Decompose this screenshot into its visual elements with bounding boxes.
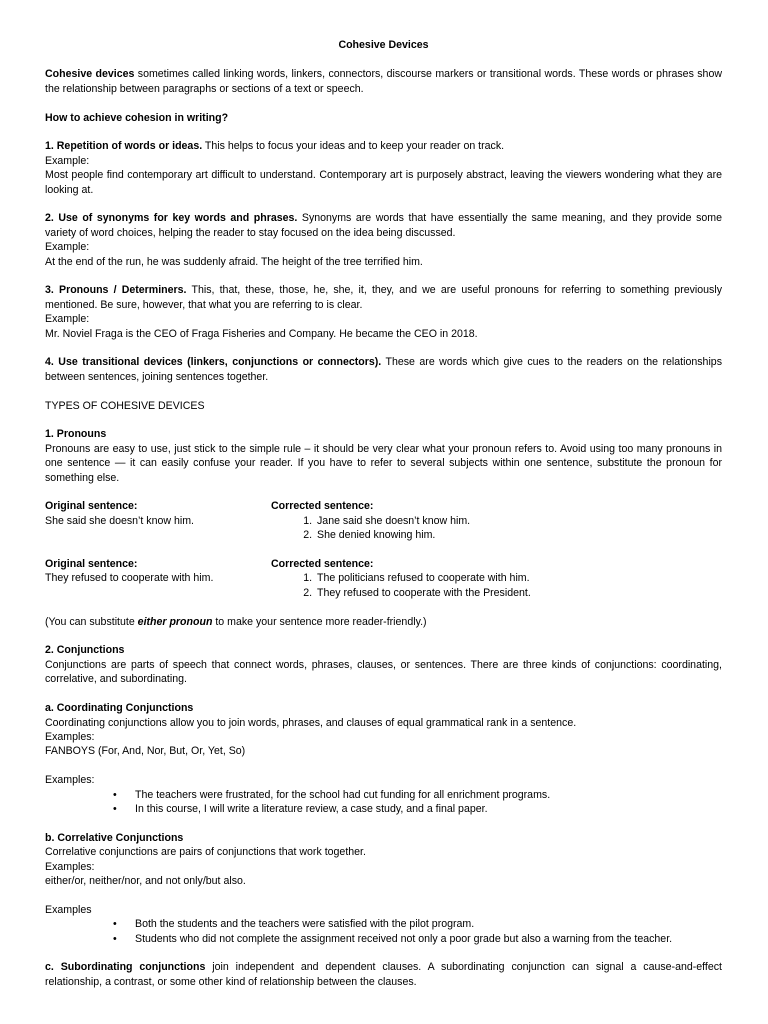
coordinating-text: Coordinating conjunctions allow you to join words, phrases, and clauses of equal grammatical rank in a sentence. [45, 716, 577, 729]
corrected-list [271, 571, 722, 600]
corrected-sentence: 1. The politicians refused to cooperate with him. [315, 571, 722, 585]
conjunctions-text: Conjunctions are parts of speech that connect words, phrases, clauses, or sentences. There are three kinds of conjunctions: coordinating, correlative, and subordinating. [45, 658, 722, 686]
method-3 [45, 283, 722, 341]
example-label: Example: [45, 241, 90, 254]
examples-label: Examples: [45, 774, 95, 787]
method-heading: 1. Repetition of words or ideas. [45, 140, 203, 153]
example-text: At the end of the run, he was suddenly afraid. The height of the tree terrified him. [45, 255, 423, 268]
types-heading: TYPES OF COHESIVE DEVICES [45, 399, 205, 412]
examples-label: Examples: [45, 730, 95, 743]
sentence-pair [45, 499, 722, 542]
method-text: This helps to focus your ideas and to keep your reader on track. [202, 140, 505, 153]
method-text: This, that, these, those, he, she, it, they, and we are useful pronouns for referring to something previously mentioned. Be sure, however, that what you are referring to is clear. [45, 284, 723, 311]
example-text: Most people find contemporary art difficult to understand. Contemporary art is purposely abstract, leaving the viewers wondering what they are looking at. [45, 169, 722, 196]
examples-label: Examples: [45, 860, 95, 873]
pronoun-note: (You can substitute either pronoun to make your sentence more reader-friendly.) [45, 615, 427, 628]
list-item: • The teachers were frustrated, for the school had cut funding for all enrichment programs. [135, 788, 722, 802]
method-1 [45, 139, 722, 197]
conjunctions-heading: 2. Conjunctions [45, 644, 125, 657]
corrected-sentence: 1. Jane said she doesn’t know him. [315, 514, 722, 528]
method-heading: 2. Use of synonyms for key words and phrases. [45, 212, 298, 225]
method-text: Synonyms are words that have essentially the same meaning, and they provide some variety of word choices, helping the reader to stay focused on the idea being discussed. [45, 212, 722, 239]
method-4 [45, 355, 722, 384]
correlative-examples [45, 917, 722, 946]
list-item: • Students who did not complete the assignment received not only a poor grade but also a warning from the teacher. [135, 932, 722, 946]
pronouns-text: Pronouns are easy to use, just stick to the simple rule – it should be very clear what your pronoun refers to. Avoid using too many pronouns in one sentence — it can easily confuse your reader. If you have to refer to several subjects within one sentence, substitute the pronoun for something else. [45, 442, 722, 484]
corrected-sentence: 2. She denied knowing him. [315, 528, 722, 542]
how-heading: How to achieve cohesion in writing? [45, 111, 229, 124]
corrected-list [271, 514, 722, 543]
example-label: Example: [45, 154, 90, 167]
original-sentence: She said she doesn’t know him. [45, 514, 194, 527]
correlative-text: Correlative conjunctions are pairs of conjunctions that work together. [45, 846, 366, 859]
original-label: Original sentence: [45, 558, 138, 571]
subordinating-heading: c. Subordinating conjunctions [45, 961, 206, 974]
subordinating-paragraph [45, 960, 722, 989]
list-item: • Both the students and the teachers were satisfied with the pilot program. [135, 917, 722, 931]
method-heading: 3. Pronouns / Determiners. [45, 284, 187, 297]
examples-label: Examples [45, 903, 92, 916]
intro-text: sometimes called linking words, linkers, connectors, discourse markers or transitional words. These words or phrases show the relationship between paragraphs or sections of a text or speech. [45, 68, 722, 95]
example-text: Mr. Noviel Fraga is the CEO of Fraga Fisheries and Company. He became the CEO in 2018. [45, 327, 478, 340]
corrected-label: Corrected sentence: [271, 558, 374, 571]
example-label: Example: [45, 313, 90, 326]
method-heading: 4. Use transitional devices (linkers, conjunctions or connectors). [45, 356, 382, 369]
original-label: Original sentence: [45, 500, 138, 513]
coordinating-examples [45, 788, 722, 817]
method-text: These are words which give cues to the readers on the relationships between sentences, joining sentences together. [45, 356, 722, 383]
note-emphasis: either pronoun [137, 615, 213, 628]
sentence-pair [45, 557, 722, 600]
intro-term: Cohesive devices [45, 68, 135, 81]
page-title: Cohesive Devices [338, 39, 429, 51]
corrected-label: Corrected sentence: [271, 500, 374, 513]
list-item: • In this course, I will write a literature review, a case study, and a final paper. [135, 802, 722, 816]
pronouns-heading: 1. Pronouns [45, 428, 107, 441]
coordinating-heading: a. Coordinating Conjunctions [45, 702, 194, 715]
method-2 [45, 211, 722, 269]
correlative-list: either/or, neither/nor, and not only/but also. [45, 874, 246, 887]
subordinating-text: join independent and dependent clauses. A subordinating conjunction can signal a cause-and-effect relationship, a contrast, or some other kind of relationship between the clauses. [45, 961, 722, 988]
fanboys-list: FANBOYS (For, And, Nor, But, Or, Yet, So) [45, 745, 246, 758]
intro-paragraph [45, 67, 722, 96]
corrected-sentence: 2. They refused to cooperate with the President. [315, 586, 722, 600]
correlative-heading: b. Correlative Conjunctions [45, 831, 184, 844]
original-sentence: They refused to cooperate with him. [45, 572, 214, 585]
